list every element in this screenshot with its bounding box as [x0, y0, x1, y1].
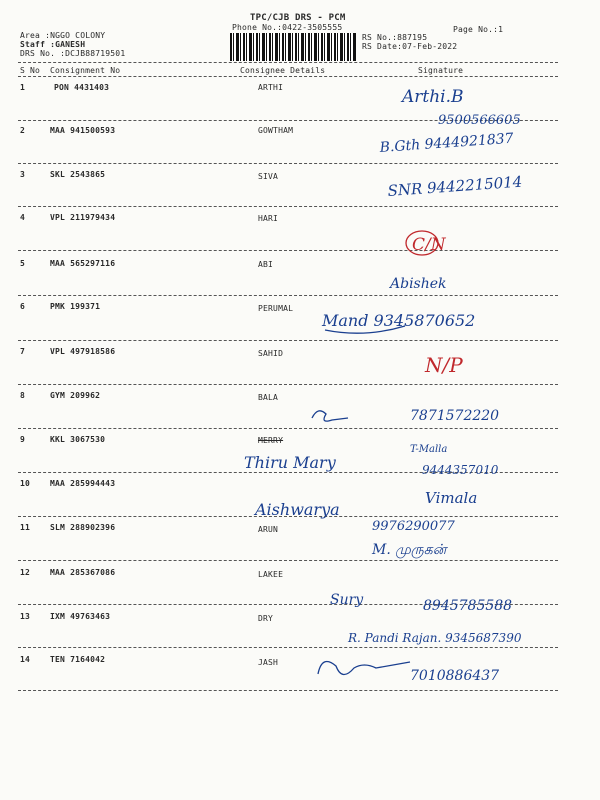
row-divider	[18, 295, 558, 296]
row-divider	[18, 206, 558, 207]
column-divider	[18, 76, 558, 77]
signature-row14: 7010886437	[410, 668, 500, 684]
signature-row3: SNR 9442215014	[387, 172, 523, 200]
row-consignment: VPL 211979434	[50, 213, 116, 222]
rs-number: RS No.:887195	[362, 33, 428, 42]
signature-row9-name: T-Malla	[410, 444, 448, 455]
row-sno: 12	[20, 568, 31, 577]
row-consignment: IXM 49763463	[50, 612, 111, 621]
row-consignment: MAA 285994443	[50, 479, 116, 488]
row-consignee: HARI	[258, 214, 279, 223]
header-divider	[18, 62, 558, 63]
row-consignee: BALA	[258, 393, 279, 402]
signature-row9-sig: Thiru Mary	[244, 453, 336, 472]
signature-row10-a: Aishwarya	[255, 500, 340, 519]
signature-row8-scribble	[312, 411, 348, 421]
row-divider	[18, 516, 558, 517]
row-consignee: SAHID	[258, 349, 284, 358]
signature-row6: Mand 9345870652	[322, 311, 476, 330]
phone-number: Phone No.:0422-3505555	[232, 23, 343, 32]
row-consignment: MAA 565297116	[50, 259, 116, 268]
signature-row13: R. Pandi Rajan. 9345687390	[348, 631, 522, 645]
row-divider	[18, 384, 558, 385]
row-sno: 13	[20, 612, 31, 621]
col-sno: S No	[20, 66, 41, 75]
row-consignment: GYM 209962	[50, 391, 101, 400]
signature-row9-phone: 9444357010	[422, 463, 499, 477]
signature-row4-note: C/N	[412, 235, 446, 255]
signature-row10-b: Vimala	[425, 489, 478, 507]
row-consignee: MERRY	[258, 436, 284, 445]
row-sno: 8	[20, 391, 26, 400]
row-consignee: JASH	[258, 658, 279, 667]
row-sno: 6	[20, 302, 26, 311]
col-consignee: Consignee Details	[240, 66, 326, 75]
barcode	[230, 33, 356, 61]
row-consignment: PMK 199371	[50, 302, 101, 311]
signature-row12-b: 8945785588	[423, 598, 513, 614]
row-consignee: SIVA	[258, 172, 279, 181]
row-sno: 2	[20, 126, 26, 135]
signature-row11-name: M. முருகன்	[372, 542, 447, 558]
row-sno: 7	[20, 347, 26, 356]
row-divider	[18, 472, 558, 473]
row-divider	[18, 428, 558, 429]
row-sno: 4	[20, 213, 26, 222]
row-consignee: LAKEE	[258, 570, 284, 579]
rs-date: RS Date:07-Feb-2022	[362, 42, 458, 51]
signature-row12-a: Sury	[330, 592, 364, 608]
row-divider	[18, 120, 558, 121]
page-number: Page No.:1	[453, 25, 504, 34]
row-divider	[18, 604, 558, 605]
signature-row5: Abishek	[390, 276, 447, 292]
row-divider	[18, 647, 558, 648]
staff-label: Staff :GANESH	[20, 40, 86, 49]
report-title: TPC/CJB DRS - PCM	[250, 13, 346, 23]
row-consignee: ARUN	[258, 525, 279, 534]
signature-row4-circle	[406, 231, 438, 255]
signature-row8-phone: 7871572220	[410, 408, 500, 424]
row-consignee: PERUMAL	[258, 304, 294, 313]
row-consignment: TEN 7164042	[50, 655, 106, 664]
footer-divider	[18, 690, 558, 691]
signature-row14-scribble	[318, 662, 410, 675]
signature-row2: B.Gth 9444921837	[379, 130, 515, 156]
row-consignment: SLM 288902396	[50, 523, 116, 532]
row-sno: 14	[20, 655, 31, 664]
row-consignment: KKL 3067530	[50, 435, 106, 444]
row-consignee: GOWTHAM	[258, 126, 294, 135]
row-consignment: MAA 941500593	[50, 126, 116, 135]
row-divider	[18, 250, 558, 251]
area-label: Area :NGGO COLONY	[20, 31, 106, 40]
row-consignment: SKL 2543865	[50, 170, 106, 179]
row-consignment: MAA 285367086	[50, 568, 116, 577]
signature-row1-phone: 9500566605	[438, 113, 521, 128]
col-consignment: Consignment No	[50, 66, 121, 75]
row-consignment: PON 4431403	[54, 83, 110, 92]
signature-row7-note: N/P	[425, 353, 463, 377]
row-divider	[18, 560, 558, 561]
col-signature: Signature	[418, 66, 464, 75]
row-sno: 11	[20, 523, 31, 532]
signature-row11-phone: 9976290077	[372, 519, 455, 534]
row-sno: 1	[20, 83, 26, 92]
row-consignee: ARTHI	[258, 83, 284, 92]
row-sno: 10	[20, 479, 31, 488]
row-consignment: VPL 497918586	[50, 347, 116, 356]
row-consignee: DRY	[258, 614, 274, 623]
signature-row6-underline	[325, 326, 405, 333]
row-sno: 3	[20, 170, 26, 179]
drs-number: DRS No. :DCJB88719501	[20, 49, 126, 58]
row-consignee: ABI	[258, 260, 274, 269]
row-sno: 9	[20, 435, 26, 444]
row-divider	[18, 340, 558, 341]
signature-row1-name: Arthi.B	[402, 87, 464, 107]
row-divider	[18, 163, 558, 164]
row-sno: 5	[20, 259, 26, 268]
